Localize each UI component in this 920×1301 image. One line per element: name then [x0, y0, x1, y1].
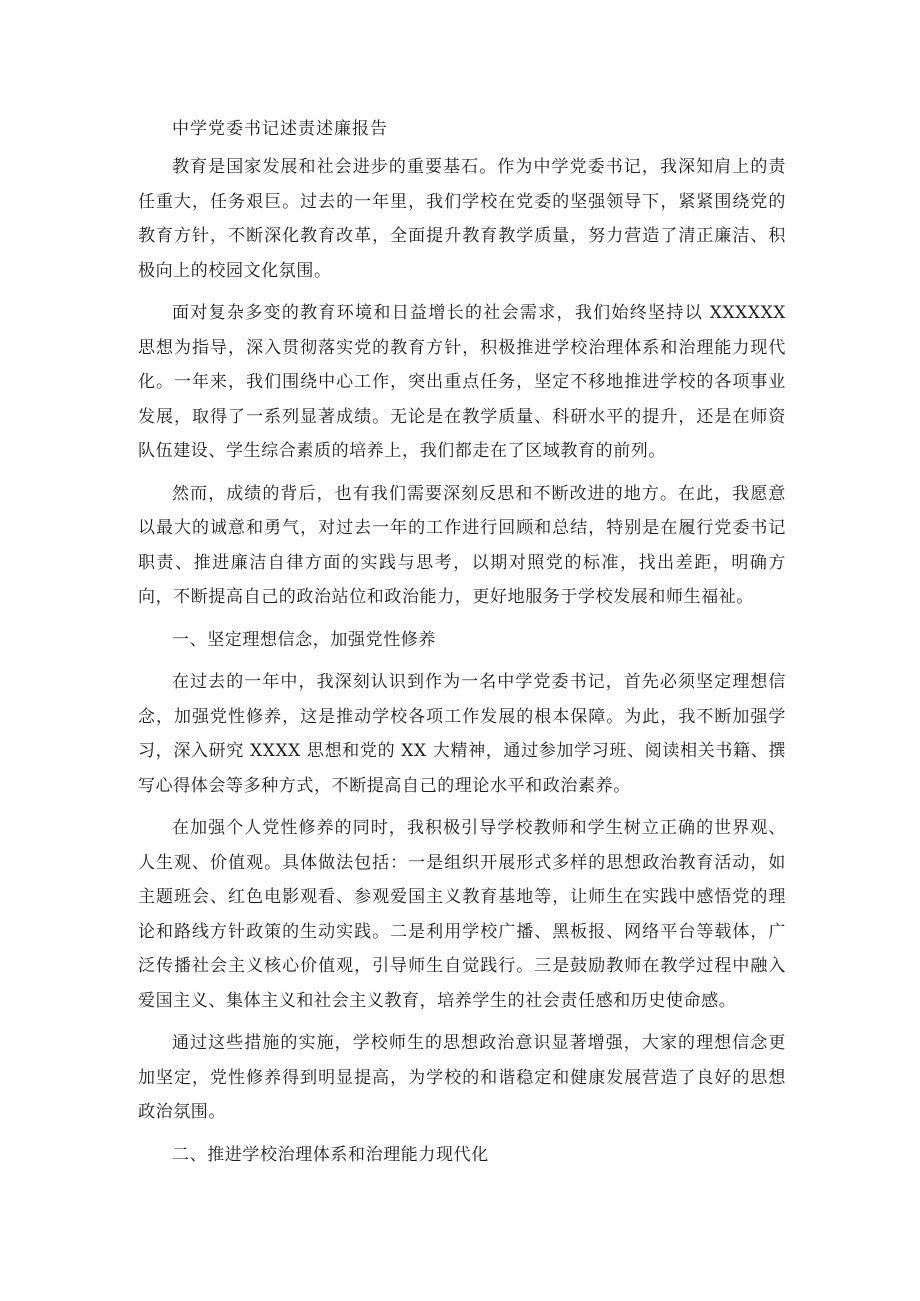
section-1-paragraph-3: 通过这些措施的实施，学校师生的思想政治意识显著增强，大家的理想信念更加坚定，党性修养得到明显提高，为学校的和谐稳定和健康发展营造了良好的思想政治氛围。: [138, 1033, 786, 1122]
document-title: 中学党委书记述责述廉报告: [172, 119, 388, 139]
section-1-heading: 一、坚定理想信念，加强党性修养: [172, 629, 436, 650]
section-1-paragraph-2: 在加强个人党性修养的同时，我积极引导学校教师和学生树立正确的世界观、人生观、价值观。具体做法包括：一是组织开展形式多样的思想政治教育活动，如主题班会、红色电影观看、参观爱国主义教育基地等，让师生在实践中感悟党的理论和路线方针政策的生动实践。二是利用学校广播、黑板报、网络平台等载体，广泛传播社会主义核心价值观，引导师生自觉践行。三是鼓励教师在教学过程中融入爱国主义、集体主义和社会主义教育，培养学生的社会责任感和历史使命感。: [138, 818, 786, 1011]
intro-paragraph-2: 面对复杂多变的教育环境和日益增长的社会需求，我们始终坚持以 XXXXXX 思想为指导，深入贯彻落实党的教育方针，积极推进学校治理体系和治理能力现代化。一年来，我们围绕中心工作，突出重点任务，坚定不移地推进学校的各项事业发展，取得了一系列显著成绩。无论是在教学质量、科研水平的提升，还是在师资队伍建设、学生综合素质的培养上，我们都走在了区域教育的前列。: [138, 303, 786, 461]
section-1-paragraph-1: 在过去的一年中，我深刻认识到作为一名中学党委书记，首先必须坚定理想信念，加强党性修养，这是推动学校各项工作发展的根本保障。为此，我不断加强学习，深入研究 XXXX 思想和党的 XX 大精神，通过参加学习班、阅读相关书籍、撰写心得体会等多种方式，不断提高自己的理论水平和政治素养。: [138, 672, 786, 796]
document-body: [138, 114, 786, 1180]
intro-paragraph-3: 然而，成绩的背后，也有我们需要深刻反思和不断改进的地方。在此，我愿意以最大的诚意和勇气，对过去一年的工作进行回顾和总结，特别是在履行党委书记职责、推进廉洁自律方面的实践与思考，以期对照党的标准，找出差距，明确方向，不断提高自己的政治站位和政治能力，更好地服务于学校发展和师生福祉。: [138, 483, 786, 607]
intro-paragraph-1: 教育是国家发展和社会进步的重要基石。作为中学党委书记，我深知肩上的责任重大，任务艰巨。过去的一年里，我们学校在党委的坚强领导下，紧紧围绕党的教育方针，不断深化教育改革，全面提升教育教学质量，努力营造了清正廉洁、积极向上的校园文化氛围。: [138, 157, 786, 281]
section-2-heading: 二、推进学校治理体系和治理能力现代化: [172, 1144, 489, 1165]
